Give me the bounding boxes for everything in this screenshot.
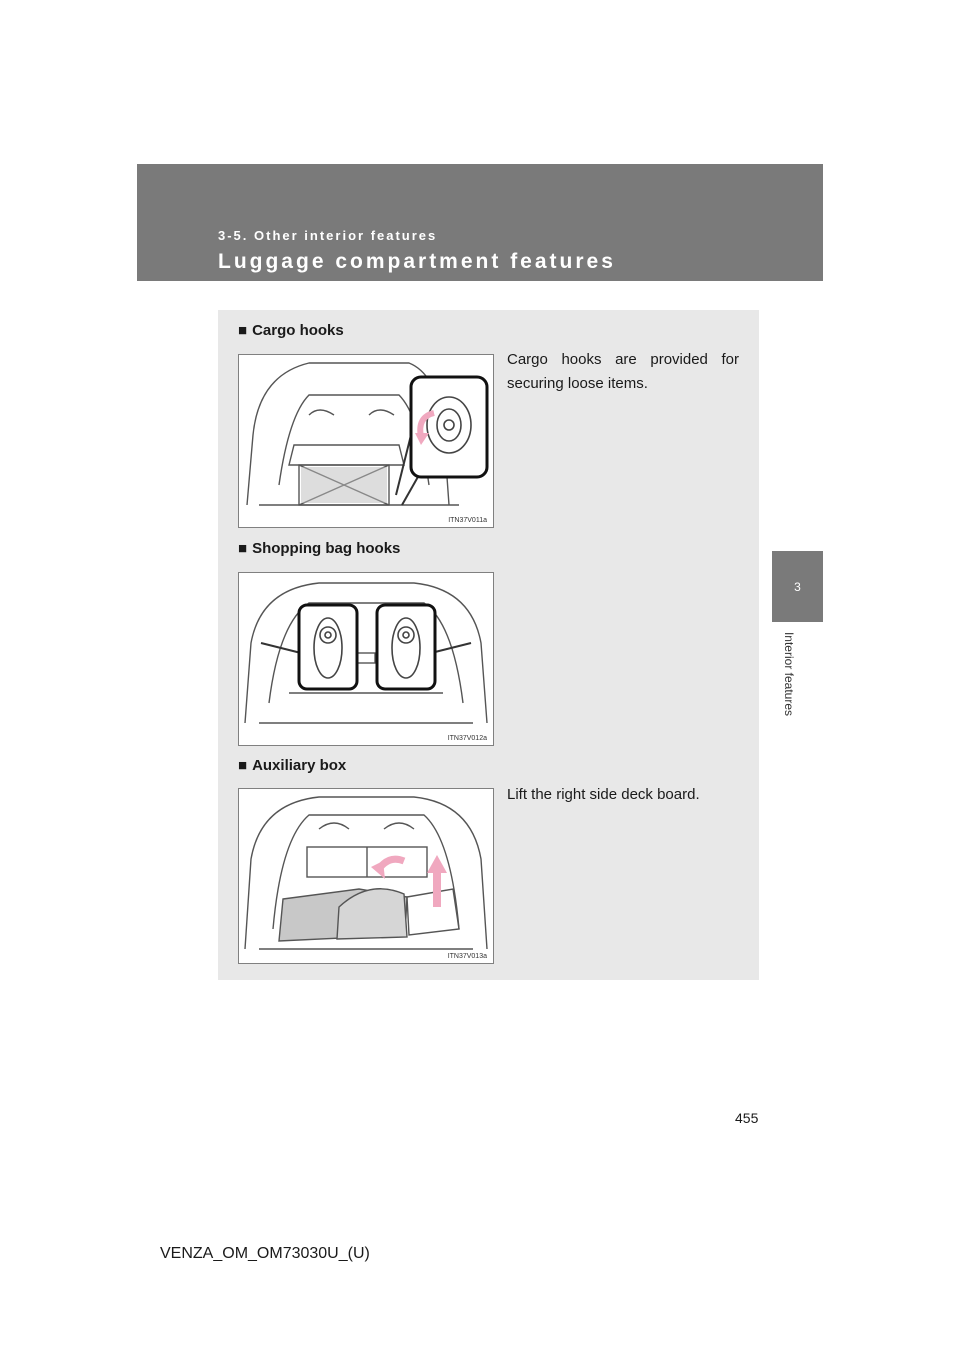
figure-shopping-bag-hooks (238, 572, 494, 746)
bullet-icon: ■ (238, 322, 248, 339)
figure-cargo-hooks (238, 354, 494, 528)
shopping-bag-hooks-illustration (239, 573, 493, 745)
page-header (137, 164, 823, 281)
section-description-auxiliary-box: Lift the right side deck board. (507, 786, 700, 803)
document-code: VENZA_OM_OM73030U_(U) (160, 1245, 370, 1262)
heading-text: Cargo hooks (252, 322, 344, 339)
section-label: 3-5. Other interior features (218, 228, 438, 243)
auxiliary-box-illustration (239, 789, 493, 963)
section-heading-cargo-hooks (238, 322, 344, 339)
chapter-tab (772, 551, 823, 622)
section-heading-shopping-bag-hooks (238, 540, 400, 557)
heading-text: Shopping bag hooks (252, 540, 401, 557)
figure-auxiliary-box (238, 788, 494, 964)
page-title: Luggage compartment features (218, 250, 616, 273)
bullet-icon: ■ (238, 757, 248, 774)
cargo-hooks-illustration (239, 355, 493, 527)
figure-code: ITN37V011a (448, 517, 487, 524)
section-heading-auxiliary-box (238, 757, 346, 774)
heading-text: Auxiliary box (252, 757, 347, 774)
section-description-cargo-hooks: Cargo hooks are provided for securing loose items. (507, 351, 739, 392)
page-number: 455 (735, 1110, 759, 1126)
content-panel (218, 310, 759, 980)
figure-code: ITN37V012a (447, 735, 487, 742)
bullet-icon: ■ (238, 540, 248, 557)
figure-code: ITN37V013a (447, 953, 487, 960)
chapter-number: 3 (794, 579, 801, 594)
chapter-label: Interior features (782, 631, 796, 717)
